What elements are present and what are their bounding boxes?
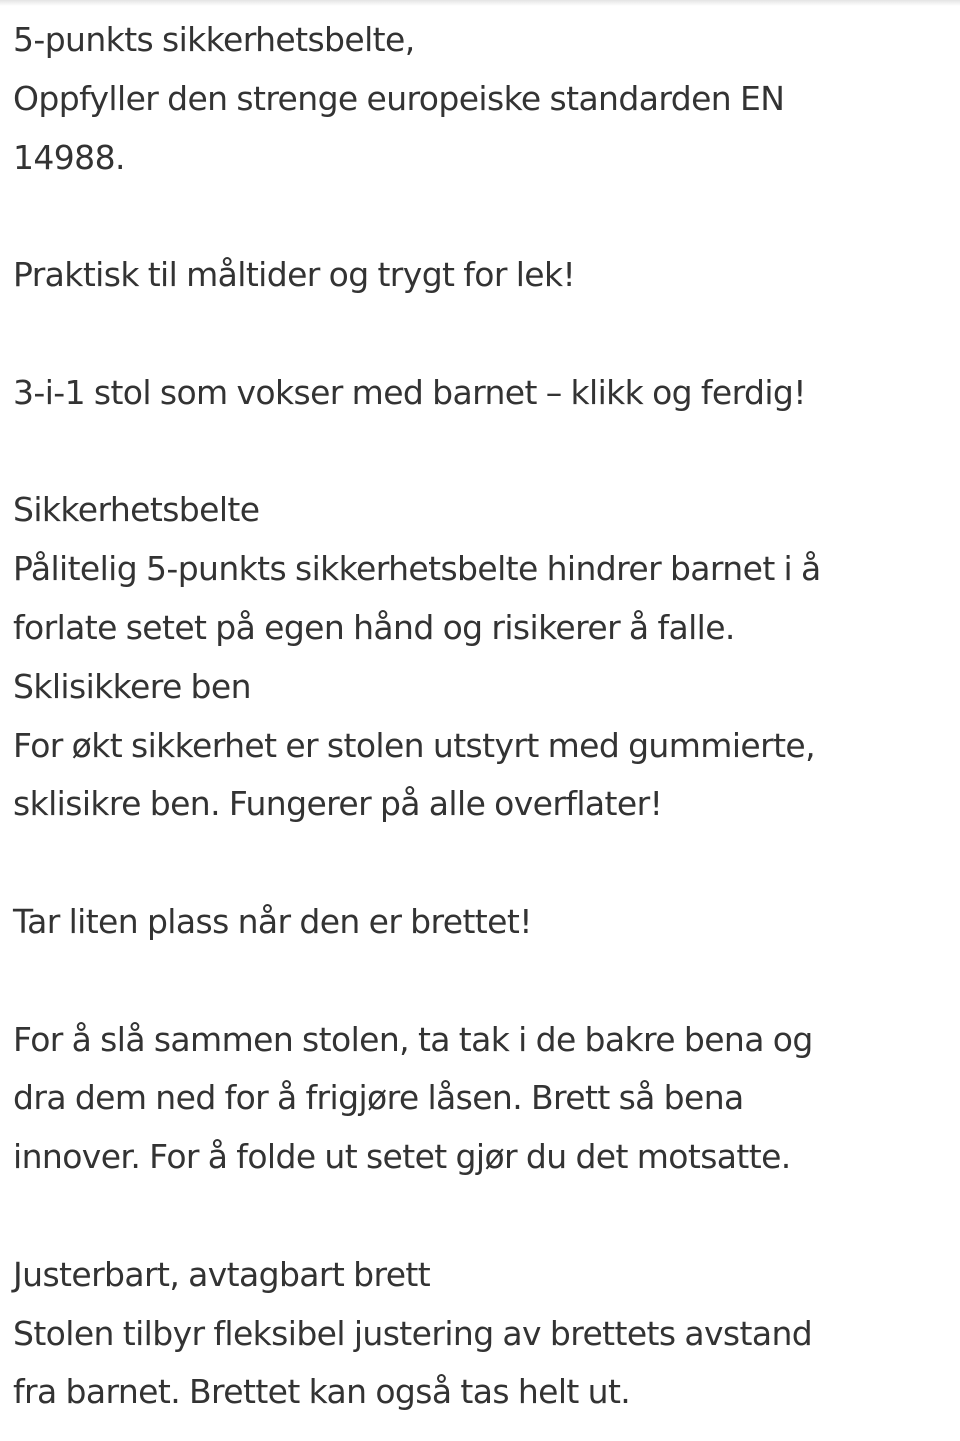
text-line: sklisikre ben. Fungerer på alle overflater! bbox=[13, 784, 663, 824]
paragraph-gap bbox=[13, 952, 953, 1011]
text-line: Stolen tilbyr fleksibel justering av brettets avstand bbox=[13, 1313, 813, 1353]
text-line: 14988. bbox=[13, 137, 125, 177]
text-line: Praktisk til måltider og trygt for lek! bbox=[13, 255, 576, 295]
section-heading: Sklisikkere ben bbox=[13, 666, 251, 706]
paragraph-gap bbox=[13, 187, 953, 246]
text-line: fra barnet. Brettet kan også tas helt ut. bbox=[13, 1372, 631, 1412]
top-edge-shadow bbox=[0, 0, 960, 6]
text-line: innover. For å folde ut setet gjør du det motsatte. bbox=[13, 1137, 791, 1177]
text-line: Pålitelig 5-punkts sikkerhetsbelte hindrer barnet i å bbox=[13, 549, 821, 589]
paragraph-gap bbox=[13, 834, 953, 893]
paragraph-gap bbox=[13, 423, 953, 482]
product-description bbox=[13, 11, 953, 1422]
text-line: For økt sikkerhet er stolen utstyrt med gummierte, bbox=[13, 725, 816, 765]
text-line: For å slå sammen stolen, ta tak i de bakre bena og bbox=[13, 1019, 813, 1059]
text-line: Tar liten plass når den er brettet! bbox=[13, 901, 532, 941]
section-heading: Justerbart, avtagbart brett bbox=[13, 1254, 431, 1294]
text-line: dra dem ned for å frigjøre låsen. Brett så bena bbox=[13, 1078, 744, 1118]
text-line: forlate setet på egen hånd og risikerer å falle. bbox=[13, 607, 735, 647]
text-line: 5-punkts sikkerhetsbelte, bbox=[13, 20, 415, 59]
paragraph-gap bbox=[13, 1187, 953, 1246]
text-line: 3-i-1 stol som vokser med barnet – klikk og ferdig! bbox=[13, 372, 806, 412]
section-heading: Sikkerhetsbelte bbox=[13, 490, 260, 530]
paragraph-gap bbox=[13, 305, 953, 364]
text-line: Oppfyller den strenge europeiske standarden EN bbox=[13, 78, 785, 118]
